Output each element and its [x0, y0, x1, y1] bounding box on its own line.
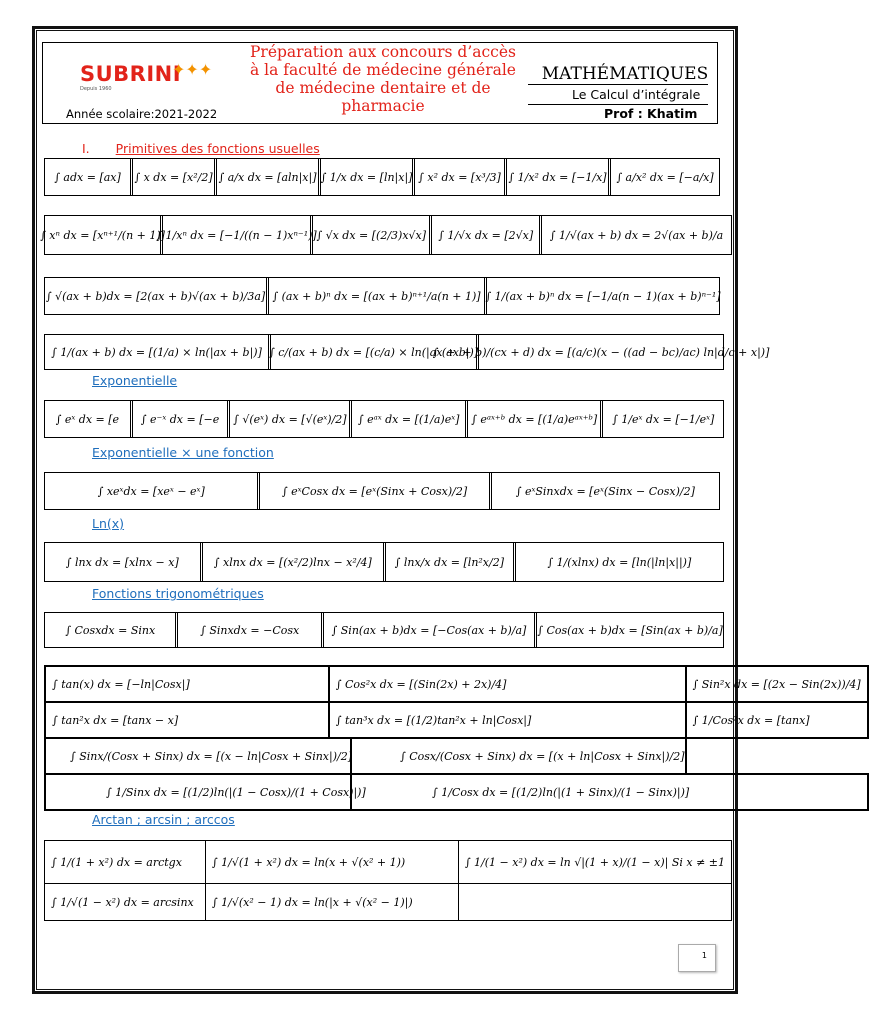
table-cell: ∫ tan(x) dx = [−ln|Cosx|] [45, 666, 329, 702]
divider [528, 84, 708, 85]
subtitle-ln: Ln(x) [92, 516, 125, 531]
formula-row [44, 472, 720, 510]
formula-cell: ∫ 1/(ax + b)ⁿ dx = [−1/a(n − 1)(ax + b)ⁿ⁻¹] [485, 289, 721, 303]
table-cell-group [45, 774, 868, 810]
formula-row [44, 334, 770, 370]
trig-formula-table [44, 665, 869, 811]
table-cell-group [45, 738, 686, 774]
section-number: I. [82, 141, 90, 156]
formula-cell: ∫ eˣ dx = [e [45, 401, 133, 437]
section-title [82, 141, 320, 156]
formula-cell: ∫ adx = [ax] [45, 159, 133, 195]
formula-cell: ∫ (ax + b)/(cx + d) dx = [(a/c)(x − ((ad − bc)/ac) ln|d/c + x|)] [432, 345, 770, 359]
formula-cell: ∫ xeˣdx = [xeˣ − eˣ] [45, 473, 260, 509]
formula-cell: ∫ xlnx dx = [(x²/2)lnx − x²/4] [203, 543, 386, 581]
logo-subtext: Depuis 1960 [80, 86, 112, 92]
formula-cell: ∫ Sinxdx = −Cosx [178, 613, 323, 647]
formula-cell: ∫ Cos(ax + b)dx = [Sin(ax + b)/a] [537, 623, 723, 637]
formula-cell: ∫ eᵃˣ dx = [(1/a)eˣ] [352, 401, 468, 437]
formula-cell: ∫ xⁿ dx = [xⁿ⁺¹/(n + 1)] [45, 216, 163, 254]
subject-title: MATHÉMATIQUES [541, 64, 709, 84]
page-number: 1 [678, 944, 716, 972]
formula-cell: ∫ c/(ax + b) dx = [(c/a) × ln(|ax + b|)] [271, 335, 479, 369]
table-cell: ∫ tan³x dx = [(1/2)tan²x + ln|Cosx|] [329, 702, 686, 738]
table-row [45, 738, 868, 774]
table-cell: ∫ 1/√(1 + x²) dx = ln(x + √(x² + 1)) [205, 841, 458, 884]
table-cell [458, 884, 731, 921]
header-title-line: pharmacie [341, 97, 425, 115]
formula-cell: ∫ eˣSinxdx = [eˣ(Sinx − Cosx)/2] [515, 484, 695, 498]
formula-cell: ∫ e⁻ˣ dx = [−e [133, 401, 231, 437]
formula-cell: ∫ Cosxdx = Sinx [45, 613, 178, 647]
table-cell: ∫ Sin²x dx = [(2x − Sin(2x))/4] [686, 666, 868, 702]
formula-cell: ∫ 1/√x dx = [2√x] [432, 216, 541, 254]
table-row [45, 666, 868, 702]
lesson-title: Le Calcul d’intégrale [572, 87, 701, 102]
formula-cell: ∫ √x dx = [(2/3)x√x] [313, 216, 432, 254]
formula-cell: ∫ √(eˣ) dx = [√(eˣ)/2] [230, 401, 352, 437]
header-title [238, 43, 528, 115]
table-cell: ∫ Cosx/(Cosx + Sinx) dx = [(x + ln|Cosx + Sinx|)/2] [400, 749, 685, 763]
formula-cell: ∫ a/x dx = [aln|x|] [217, 159, 321, 195]
table-cell: ∫ 1/Cos²x dx = [tanx] [686, 702, 868, 738]
table-cell: ∫ Sinx/(Cosx + Sinx) dx = [(x − ln|Cosx + Sinx|)/2] [46, 739, 352, 773]
formula-cell: ∫ 1/(ax + b) dx = [(1/a) × ln(|ax + b|)] [45, 335, 271, 369]
table-row [45, 884, 732, 921]
formula-cell: ∫ 1/√(ax + b) dx = 2√(ax + b)/a [549, 228, 724, 242]
table-row [45, 702, 868, 738]
table-cell: ∫ Cos²x dx = [(Sin(2x) + 2x)/4] [329, 666, 686, 702]
section-label: Primitives des fonctions usuelles [115, 141, 320, 156]
table-cell: ∫ 1/√(1 − x²) dx = arcsinx [45, 884, 206, 921]
subtitle-exponentielle-fonction: Exponentielle × une fonction [92, 445, 274, 460]
table-row [45, 841, 732, 884]
table-cell: ∫ 1/(1 + x²) dx = arctgx [45, 841, 206, 884]
cell-split [46, 739, 685, 773]
subtitle-trig: Fonctions trigonométriques [92, 586, 264, 601]
formula-cell: ∫ (ax + b)ⁿ dx = [(ax + b)ⁿ⁺¹/a(n + 1)] [269, 278, 487, 314]
formula-row [44, 158, 720, 196]
formula-row [40, 215, 732, 255]
formula-cell: ∫ eˣCosx dx = [eˣ(Sinx + Cosx)/2] [260, 473, 491, 509]
formula-cell: ∫ x dx = [x²/2] [133, 159, 217, 195]
formula-cell: ∫ 1/x² dx = [−1/x] [507, 159, 611, 195]
formula-cell: ∫ x² dx = [x³/3] [415, 159, 507, 195]
formula-cell: ∫ 1/eˣ dx = [−1/eˣ] [612, 412, 715, 426]
formula-cell: ∫ lnx dx = [xlnx − x] [45, 543, 203, 581]
table-cell: ∫ 1/√(x² − 1) dx = ln(|x + √(x² − 1)|) [205, 884, 458, 921]
formula-cell: ∫ √(ax + b)dx = [2(ax + b)√(ax + b)/3a] [45, 278, 269, 314]
school-year: Année scolaire:2021-2022 [66, 107, 218, 121]
header-title-line: de médecine dentaire et de [275, 79, 491, 97]
formula-row [44, 400, 724, 438]
divider [528, 104, 708, 105]
formula-row [44, 612, 724, 648]
formula-cell: ∫ Sin(ax + b)dx = [−Cos(ax + b)/a] [324, 613, 537, 647]
cell-split [46, 775, 867, 809]
formula-cell: ∫ eᵃˣ⁺ᵇ dx = [(1/a)eᵃˣ⁺ᵇ] [468, 401, 604, 437]
prof-name: Prof : Khatim [604, 106, 698, 121]
formula-cell: ∫ a/x² dx = [−a/x] [616, 170, 714, 184]
header-title-line: Préparation aux concours d’accès [249, 43, 516, 61]
table-cell: ∫ 1/Cosx dx = [(1/2)ln(|(1 + Sinx)/(1 − Sinx)|)] [432, 785, 690, 799]
formula-cell: ∫ 1/xⁿ dx = [−1/((n − 1)xⁿ⁻¹)] [163, 216, 313, 254]
arc-formula-table [44, 840, 732, 921]
formula-cell: ∫ lnx/x dx = [ln²x/2] [386, 543, 516, 581]
table-cell: ∫ 1/(1 − x²) dx = ln √|(1 + x)/(1 − x)| Si x ≠ ±1 [458, 841, 731, 884]
formula-row [44, 542, 724, 582]
table-cell: ∫ tan²x dx = [tanx − x] [45, 702, 329, 738]
formula-cell: ∫ 1/x dx = [ln|x|] [321, 159, 415, 195]
subtitle-arc: Arctan ; arcsin ; arccos [92, 812, 235, 827]
table-row [45, 774, 868, 810]
header-title-line: à la faculté de médecine générale [250, 61, 516, 79]
logo-figures-icon: ✦✦✦ [172, 60, 213, 79]
formula-row [44, 277, 720, 315]
logo: SUBRINI [80, 62, 182, 86]
formula-cell: ∫ 1/(xlnx) dx = [ln(|ln|x||)] [547, 555, 692, 569]
table-cell: ∫ 1/Sinx dx = [(1/2)ln(|(1 − Cosx)/(1 + Cosx)|)] [46, 775, 352, 809]
subtitle-exponentielle: Exponentielle [92, 373, 178, 388]
